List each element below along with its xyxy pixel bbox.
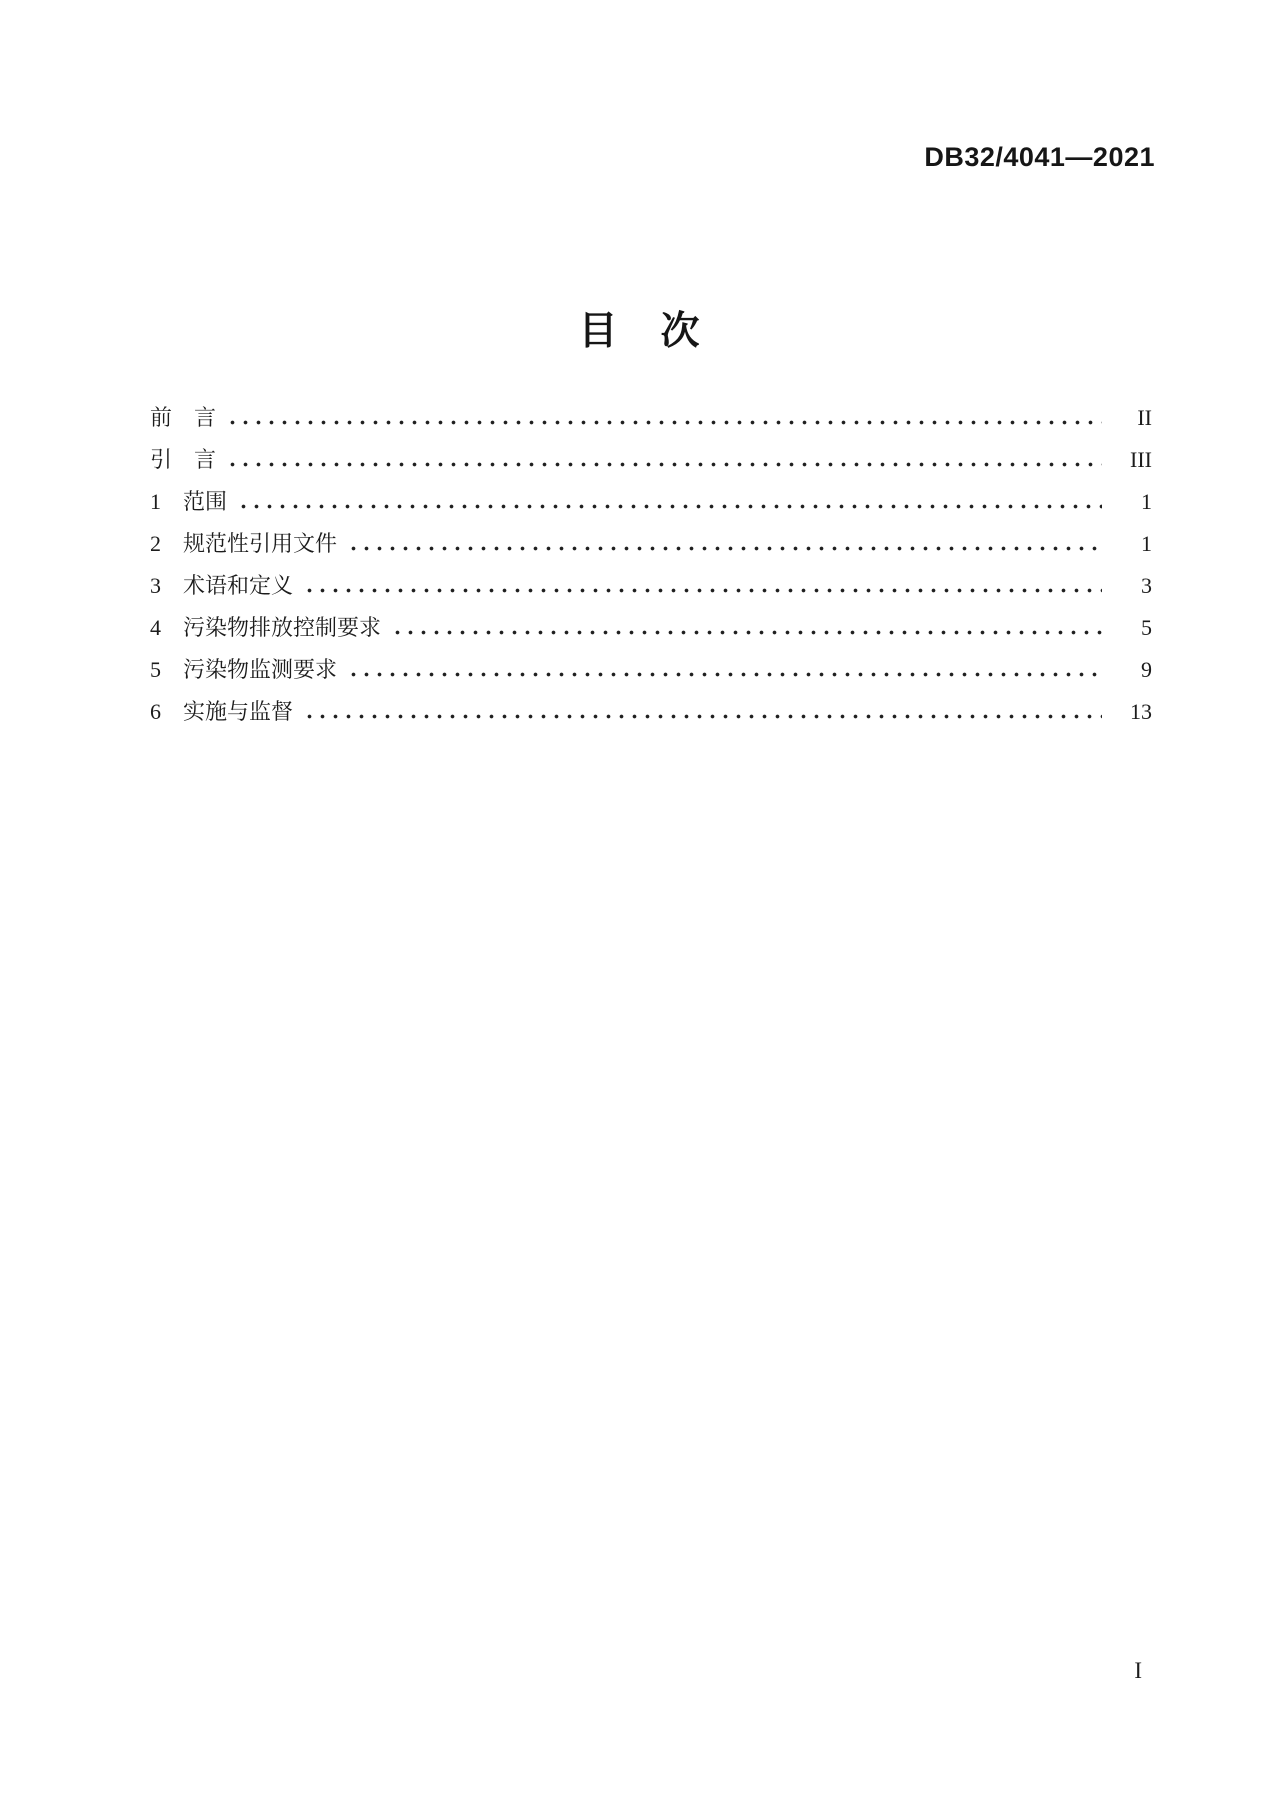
- toc-leader-dots: [347, 672, 1102, 677]
- toc-entry-label: 2 规范性引用文件: [150, 531, 338, 556]
- toc-entry-label: 4 污染物排放控制要求: [150, 615, 382, 640]
- toc-page-number: II: [1137, 405, 1152, 430]
- toc-entry: [150, 653, 1152, 695]
- toc-entry: [150, 611, 1152, 653]
- toc-title: 目 次: [578, 310, 702, 353]
- toc-leader-dots: [237, 504, 1102, 509]
- toc-leader-dots: [391, 630, 1102, 635]
- toc-entry: [150, 485, 1152, 527]
- toc-entry: [150, 527, 1152, 569]
- toc-page-number: 13: [1130, 699, 1152, 724]
- toc-page-number: 1: [1141, 489, 1152, 514]
- toc-entry-label: 前 言: [150, 405, 217, 430]
- toc-entry: [150, 401, 1152, 443]
- toc-entry: [150, 569, 1152, 611]
- toc-page-number: 1: [1141, 531, 1152, 556]
- toc-page-number: 5: [1141, 615, 1152, 640]
- toc-entry-label: 1 范围: [150, 489, 228, 514]
- toc-page-number: 3: [1141, 573, 1152, 598]
- toc-entry-label: 6 实施与监督: [150, 699, 294, 724]
- toc-entry-label: 5 污染物监测要求: [150, 657, 338, 682]
- toc-entry-label: 3 术语和定义: [150, 573, 294, 598]
- toc-entry: [150, 695, 1152, 737]
- toc-entry-label: 引 言: [150, 447, 217, 472]
- toc-leader-dots: [226, 462, 1102, 467]
- toc-leader-dots: [347, 546, 1102, 551]
- toc-leader-dots: [303, 588, 1102, 593]
- toc-leader-dots: [303, 714, 1102, 719]
- toc-page-number: 9: [1141, 657, 1152, 682]
- toc-entry: [150, 443, 1152, 485]
- toc-list: [150, 401, 1152, 737]
- footer-page-number: I: [1134, 1658, 1142, 1683]
- toc-leader-dots: [226, 420, 1102, 425]
- standard-code: DB32/4041—2021: [924, 142, 1155, 172]
- toc-page-number: III: [1130, 447, 1152, 472]
